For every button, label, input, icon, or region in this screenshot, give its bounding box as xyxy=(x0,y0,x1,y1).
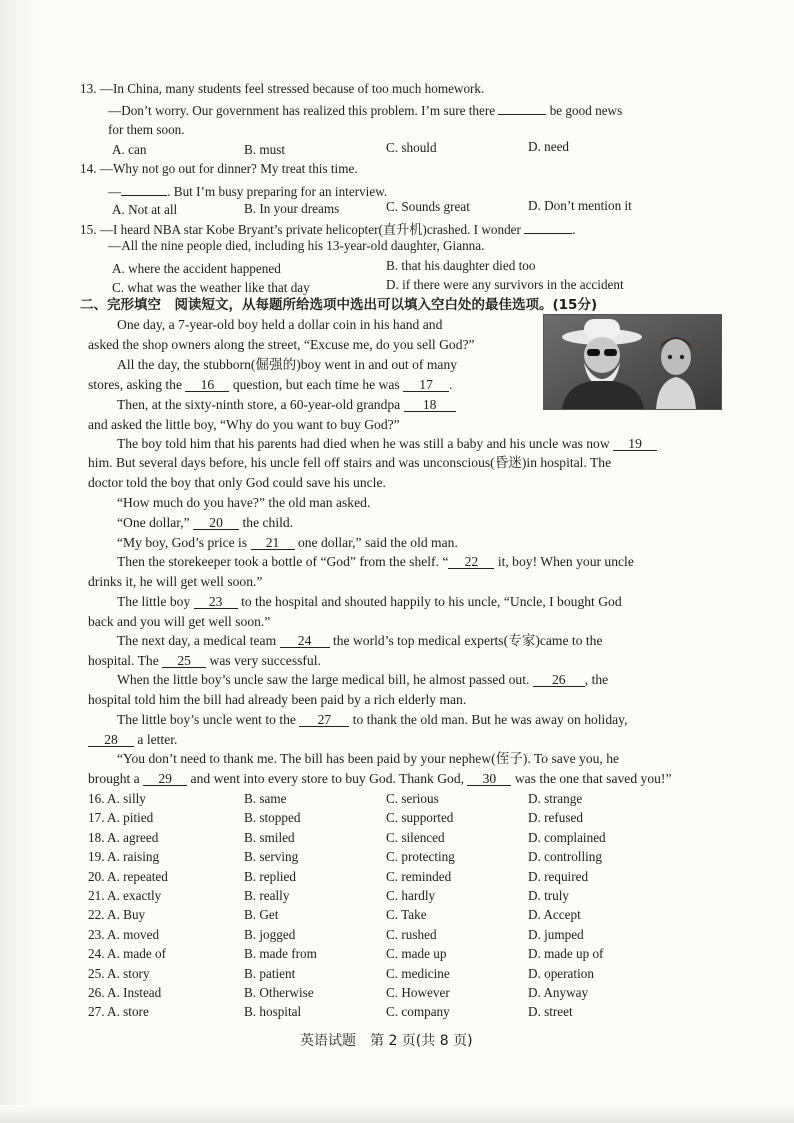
q14-option-b: B. In your dreams xyxy=(244,201,340,216)
option-16-a: 16. A. silly xyxy=(88,791,146,806)
option-16-b: B. same xyxy=(244,791,287,806)
option-18-d: D. complained xyxy=(528,829,606,845)
option-17-c: C. supported xyxy=(386,810,454,826)
option-23-b: B. jogged xyxy=(244,926,296,942)
option-25-a: 25. A. story xyxy=(88,965,150,981)
option-22-a: 22. A. Buy xyxy=(88,907,146,923)
option-24-a: 24. A. made of xyxy=(88,946,167,962)
passage-line: back and you will get well soon.” xyxy=(88,614,271,629)
passage-line: The little boy 23 to the hospital and shouted happily to his uncle, “Uncle, I bought God xyxy=(117,594,622,609)
option-19-a: 19. A. raising xyxy=(88,849,160,865)
option-21-b: B. really xyxy=(244,888,290,903)
section-heading: 二、完形填空 阅读短文，从每题所给选项中选出可以填入空白处的最佳选项。(15分) xyxy=(80,297,598,313)
option-26-a: 26. A. Instead xyxy=(88,985,162,1000)
passage-line: doctor told the boy that only God could save his uncle. xyxy=(88,475,386,490)
option-26-d: D. Anyway xyxy=(528,985,589,1000)
option-23-a: 23. A. moved xyxy=(88,926,160,942)
blank-30: 30 xyxy=(467,770,511,786)
passage-line: him. But several days before, his uncle fell off stairs and was unconscious(昏迷)in hospital. The xyxy=(88,455,612,470)
blank-19: 19 xyxy=(613,435,657,451)
option-24-b: B. made from xyxy=(244,946,317,962)
passage-line: drinks it, he will get well soon.” xyxy=(88,574,263,589)
option-16-d: D. strange xyxy=(528,791,583,806)
blank-16: 16 xyxy=(185,376,229,392)
blank-27: 27 xyxy=(299,711,349,727)
passage-line: hospital. The 25 was very successful. xyxy=(88,653,321,668)
blank-25: 25 xyxy=(162,652,206,668)
passage-line: The next day, a medical team 24 the world’s top medical experts(专家)came to the xyxy=(117,633,603,648)
q15-option-a: A. where the accident happened xyxy=(112,261,281,276)
q13-prompt: 13. —In China, many students feel stressed because of too much homework. xyxy=(80,81,485,96)
old-man-and-child-image xyxy=(544,315,721,409)
passage-line: The boy told him that his parents had died when he was still a baby and his uncle was now 19 xyxy=(117,435,657,453)
passage-line: brought a 29 and went into every store to buy God. Thank God, 30 was the one that saved you!” xyxy=(88,771,672,786)
q15-option-b: B. that his daughter died too xyxy=(386,258,536,273)
passage-line: “How much do you have?” the old man asked. xyxy=(117,495,371,510)
option-20-c: C. reminded xyxy=(386,868,452,884)
q13-reply: —Don’t worry. Our government has realized this problem. I’m sure there be good news xyxy=(108,99,622,120)
passage-line: stores, asking the 16 question, but each time he was 17 . xyxy=(88,377,453,392)
passage-line: One day, a 7-year-old boy held a dollar coin in his hand and xyxy=(117,317,443,332)
option-19-b: B. serving xyxy=(244,849,299,865)
passage-line: When the little boy’s uncle saw the large medical bill, he almost passed out. 26 , the xyxy=(117,672,609,687)
passage-line: hospital told him the bill had already been paid by a rich elderly man. xyxy=(88,692,467,707)
option-21-a: 21. A. exactly xyxy=(88,888,162,903)
blank-28: 28 xyxy=(88,731,134,747)
option-25-c: C. medicine xyxy=(386,965,450,981)
passage-line: 28 a letter. xyxy=(88,731,177,749)
option-19-d: D. controlling xyxy=(528,849,602,865)
q14-option-c: C. Sounds great xyxy=(386,199,470,214)
passage-line: “My boy, God’s price is 21 one dollar,” said the old man. xyxy=(117,535,458,550)
option-17-d: D. refused xyxy=(528,810,583,826)
option-16-c: C. serious xyxy=(386,791,439,806)
blank-24: 24 xyxy=(280,632,330,648)
option-24-d: D. made up of xyxy=(528,946,604,962)
q13-option-d: D. need xyxy=(528,139,570,154)
option-18-a: 18. A. agreed xyxy=(88,829,159,845)
passage-line: The little boy’s uncle went to the 27 to thank the old man. But he was away on holiday, xyxy=(117,712,628,727)
option-21-c: C. hardly xyxy=(386,888,436,903)
q14-blank xyxy=(121,180,167,196)
option-21-d: D. truly xyxy=(528,888,570,903)
option-24-c: C. made up xyxy=(386,946,447,962)
q13-option-c: C. should xyxy=(386,140,437,155)
passage-line: “You don’t need to thank me. The bill has been paid by your nephew(侄子). To save you, he xyxy=(117,751,620,766)
option-20-a: 20. A. repeated xyxy=(88,868,168,884)
story-photo xyxy=(543,314,722,410)
passage-line: and asked the little boy, “Why do you want to buy God?” xyxy=(88,417,400,432)
option-18-b: B. smiled xyxy=(244,829,295,845)
option-27-c: C. company xyxy=(386,1004,450,1020)
option-22-b: B. Get xyxy=(244,907,279,923)
q13-option-b: B. must xyxy=(244,142,286,157)
q14-option-d: D. Don’t mention it xyxy=(528,198,632,213)
blank-29: 29 xyxy=(143,770,187,786)
passage-line: asked the shop owners along the street, “Excuse me, do you sell God?” xyxy=(88,337,475,352)
q13-reply-cont: for them soon. xyxy=(108,122,185,137)
option-25-d: D. operation xyxy=(528,965,594,981)
blank-20: 20 xyxy=(193,514,239,530)
passage-line: All the day, the stubborn(倔强的)boy went in and out of many xyxy=(117,357,458,372)
passage-line: Then the storekeeper took a bottle of “God” from the shelf. “ 22 it, boy! When your uncle xyxy=(117,554,634,569)
option-17-a: 17. A. pitied xyxy=(88,810,154,826)
q14-reply: — . But I’m busy preparing for an interview. xyxy=(108,180,387,201)
q13-option-a: A. can xyxy=(112,142,147,157)
option-23-d: D. jumped xyxy=(528,926,584,942)
q14-prompt: 14. —Why not go out for dinner? My treat this time. xyxy=(80,161,358,176)
blank-21: 21 xyxy=(251,534,295,550)
q13-blank xyxy=(498,99,546,115)
blank-26: 26 xyxy=(533,671,585,687)
option-17-b: B. stopped xyxy=(244,810,301,826)
option-22-d: D. Accept xyxy=(528,907,581,923)
passage-line: Then, at the sixty-ninth store, a 60-year-old grandpa 18 xyxy=(117,396,456,414)
q14-option-a: A. Not at all xyxy=(112,202,178,217)
blank-22: 22 xyxy=(448,553,494,569)
option-27-b: B. hospital xyxy=(244,1004,302,1020)
option-20-d: D. required xyxy=(528,868,589,884)
option-26-c: C. However xyxy=(386,985,450,1000)
option-27-a: 27. A. store xyxy=(88,1004,149,1020)
q15-option-d: D. if there were any survivors in the accident xyxy=(386,277,624,292)
q15-reply: —All the nine people died, including his 13-year-old daughter, Gianna. xyxy=(108,238,485,253)
scan-shadow-left xyxy=(0,0,40,1123)
q15-option-c: C. what was the weather like that day xyxy=(112,280,310,295)
blank-23: 23 xyxy=(194,593,238,609)
page-footer: 英语试题 第 2 页(共 8 页) xyxy=(300,1033,473,1049)
option-22-c: C. Take xyxy=(386,907,427,923)
option-25-b: B. patient xyxy=(244,965,296,981)
passage-line: “One dollar,” 20 the child. xyxy=(117,515,294,530)
q15-blank xyxy=(524,218,572,234)
blank-18: 18 xyxy=(404,396,456,412)
scan-shadow-bottom xyxy=(0,1105,794,1123)
option-18-c: C. silenced xyxy=(386,829,445,845)
option-27-d: D. street xyxy=(528,1004,573,1020)
blank-17: 17 xyxy=(403,376,449,392)
option-20-b: B. replied xyxy=(244,868,297,884)
q15-prompt: 15. —I heard NBA star Kobe Bryant’s private helicopter(直升机)crashed. I wonder . xyxy=(80,218,576,239)
option-19-c: C. protecting xyxy=(386,849,455,865)
option-23-c: C. rushed xyxy=(386,926,437,942)
option-26-b: B. Otherwise xyxy=(244,985,314,1000)
